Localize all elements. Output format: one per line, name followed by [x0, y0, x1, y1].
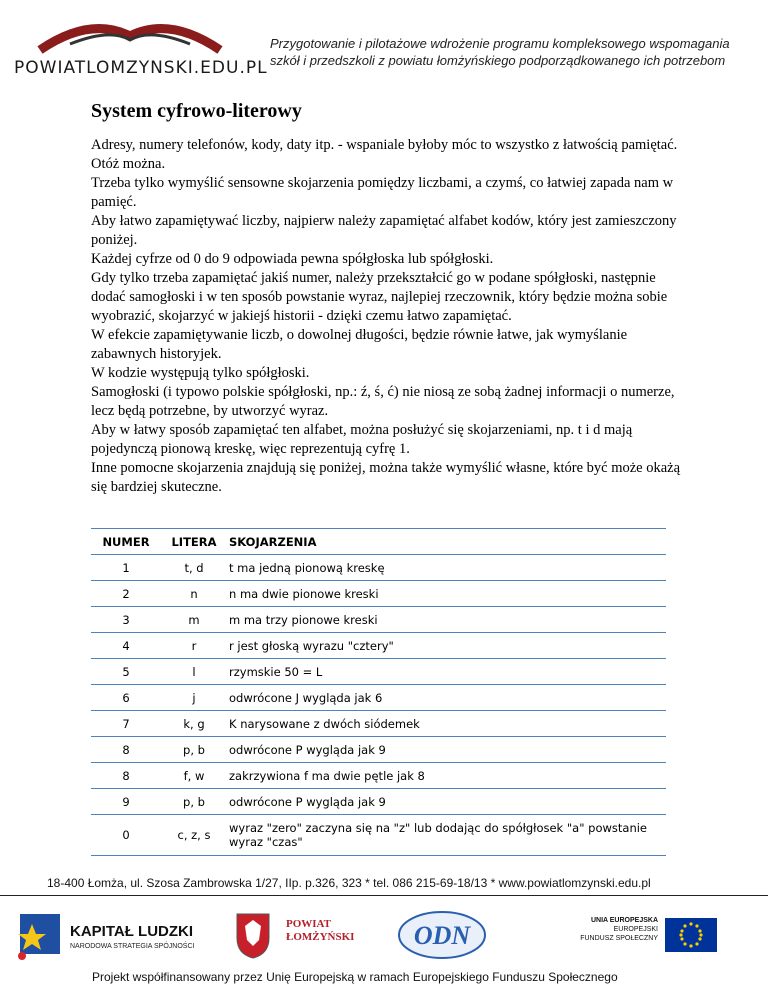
- table-row: [91, 555, 666, 581]
- cell-association: t ma jedną pionową kreskę: [227, 555, 666, 581]
- cell-number: 7: [91, 711, 161, 737]
- cell-letter: n: [161, 581, 227, 607]
- open-book-logo-icon: [30, 6, 230, 58]
- cell-association: m ma trzy pionowe kreski: [227, 607, 666, 633]
- main-content: [91, 98, 691, 497]
- code-table: [91, 528, 666, 856]
- cell-letter: p, b: [161, 789, 227, 815]
- cell-association: odwrócone P wygląda jak 9: [227, 789, 666, 815]
- cell-number: 2: [91, 581, 161, 607]
- powiat-line-2: ŁOMŻYŃSKI: [286, 931, 355, 943]
- table-row: [91, 711, 666, 737]
- cell-number: 8: [91, 737, 161, 763]
- cell-letter: l: [161, 659, 227, 685]
- cell-letter: c, z, s: [161, 815, 227, 856]
- header-numer: NUMER: [91, 529, 161, 555]
- paragraph: Gdy tylko trzeba zapamiętać jakiś numer, należy przekształcić go w podane spółgłoski, następnie dodać samogłoski i w ten sposób powstanie wyraz, najlepiej rzeczownik, który będzie można sobie wyobrazić, skojarzyć w jakiejś historii - dzięki czemu łatwo zapamiętać.: [91, 270, 668, 324]
- star-icon: [14, 910, 64, 965]
- powiat-logo-text: [286, 918, 354, 944]
- ue-line-1: UNIA EUROPEJSKA: [590, 917, 658, 924]
- cell-number: 9: [91, 789, 161, 815]
- header-skojarzenia: SKOJARZENIA: [227, 529, 666, 555]
- table-row: [91, 659, 666, 685]
- cell-association: odwrócone J wygląda jak 6: [227, 685, 666, 711]
- table-row: [91, 763, 666, 789]
- paragraph: W efekcie zapamiętywanie liczb, o dowolnej długości, będzie równie łatwe, jak wymyślanie zabawnych historyjek.: [91, 327, 628, 362]
- project-title-line-1: Przygotowanie i pilotażowe wdrożenie programu kompleksowego wspomagania: [270, 36, 730, 51]
- cell-number: 6: [91, 685, 161, 711]
- page-title: System cyfrowo-literowy: [91, 100, 302, 122]
- cell-letter: f, w: [161, 763, 227, 789]
- paragraph: Aby łatwo zapamiętywać liczby, najpierw należy zapamiętać alfabet kodów, który jest zamieszczony poniżej.: [91, 213, 677, 248]
- cell-letter: p, b: [161, 737, 227, 763]
- paragraph: Inne pomocne skojarzenia znajdują się poniżej, można także wymyślić własne, które być może okażą się bardziej skuteczne.: [91, 460, 681, 495]
- powiat-line-1: POWIAT: [286, 918, 332, 930]
- kapital-title: KAPITAŁ LUDZKI: [70, 923, 194, 940]
- ue-line-2: EUROPEJSKI: [613, 926, 658, 933]
- cell-number: 5: [91, 659, 161, 685]
- cell-number: 3: [91, 607, 161, 633]
- cell-number: 0: [91, 815, 161, 856]
- eu-flag-icon: [665, 918, 717, 952]
- cell-letter: t, d: [161, 555, 227, 581]
- project-title-line-2: szkół i przedszkoli z powiatu łomżyńskiego podporządkowanego ich potrzebom: [270, 53, 726, 68]
- kapital-ludzki-logo: [14, 910, 214, 965]
- table-row: [91, 789, 666, 815]
- paragraph: Każdej cyfrze od 0 do 9 odpowiada pewna spółgłoska lub spółgłoski.: [91, 251, 494, 267]
- cell-number: 8: [91, 763, 161, 789]
- cell-association: n ma dwie pionowe kreski: [227, 581, 666, 607]
- cell-association: wyraz "zero" zaczyna się na "z" lub dodając do spółgłosek "a" powstanie wyraz "czas": [227, 815, 666, 856]
- table-row: [91, 607, 666, 633]
- paragraph: Trzeba tylko wymyślić sensowne skojarzenia pomiędzy liczbami, a czymś, co łatwiej zapada nam w pamięć.: [91, 175, 674, 210]
- paragraph: Samogłoski (i typowo polskie spółgłoski, np.: ź, ś, ć) nie niosą ze sobą żadnej informacji o numerze, lecz będą potrzebne, by utworzyć wyraz.: [91, 384, 675, 419]
- cell-association: K narysowane z dwóch siódemek: [227, 711, 666, 737]
- cell-letter: k, g: [161, 711, 227, 737]
- table-row: [91, 581, 666, 607]
- paragraph: Otóż można.: [91, 156, 166, 172]
- footer-address: 18-400 Łomża, ul. Szosa Zambrowska 1/27, IIp. p.326, 323 * tel. 086 215-69-18/13 * www.powiatlomzynski.edu.pl: [47, 876, 651, 890]
- cell-number: 4: [91, 633, 161, 659]
- site-logo-text: POWIATLOMZYNSKI.EDU.PL: [14, 58, 268, 78]
- footer-divider: [0, 895, 768, 896]
- cell-letter: j: [161, 685, 227, 711]
- table-row: [91, 815, 666, 856]
- odn-logo-text: ODN: [413, 921, 471, 950]
- kapital-subtitle: NARODOWA STRATEGIA SPÓJNOŚCI: [70, 943, 195, 950]
- cell-association: zakrzywiona f ma dwie pętle jak 8: [227, 763, 666, 789]
- cell-association: odwrócone P wygląda jak 9: [227, 737, 666, 763]
- cell-letter: r: [161, 633, 227, 659]
- table-header-row: [91, 529, 666, 555]
- paragraph: W kodzie występują tylko spółgłoski.: [91, 365, 310, 381]
- eu-logo-text: [558, 916, 658, 943]
- funding-statement: Projekt współfinansowany przez Unię Europejską w ramach Europejskiego Funduszu Społecznego: [92, 970, 618, 984]
- odn-logo: [396, 908, 488, 962]
- cell-association: r jest głoską wyrazu "cztery": [227, 633, 666, 659]
- table-row: [91, 737, 666, 763]
- cell-number: 1: [91, 555, 161, 581]
- coat-of-arms-icon: [233, 910, 273, 960]
- body-text: [91, 136, 691, 497]
- header-litera: LITERA: [161, 529, 227, 555]
- table-row: [91, 685, 666, 711]
- paragraph: Aby w łatwy sposób zapamiętać ten alfabet, można posłużyć się skojarzeniami, np. t i d mają pojedynczą pionową kreskę, więc reprezentują cyfrę 1.: [91, 422, 633, 457]
- cell-letter: m: [161, 607, 227, 633]
- page-header: [0, 0, 768, 95]
- paragraph: Adresy, numery telefonów, kody, daty itp. - wspaniale byłoby móc to wszystko z łatwością pamiętać.: [91, 137, 678, 153]
- cell-association: rzymskie 50 = L: [227, 659, 666, 685]
- ue-line-3: FUNDUSZ SPOŁECZNY: [580, 935, 658, 942]
- table-row: [91, 633, 666, 659]
